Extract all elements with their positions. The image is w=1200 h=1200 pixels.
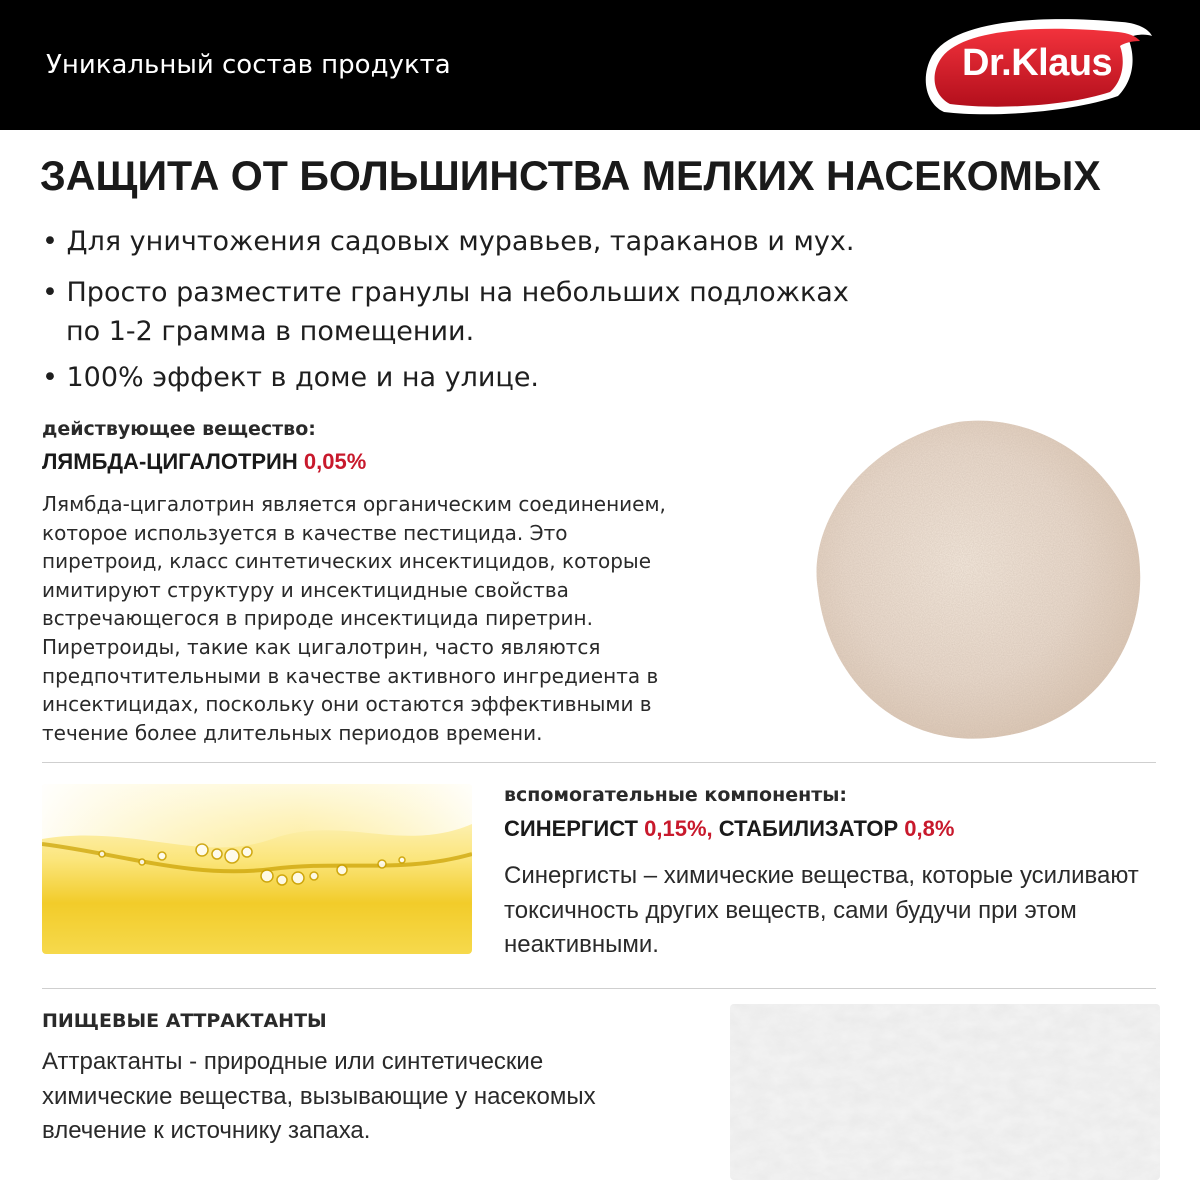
section-divider [42,988,1156,989]
active-substance-description [42,490,666,747]
description-line: токсичность других веществ, сами будучи при этом [504,896,1077,924]
logo-text: Dr.Klaus [962,42,1113,84]
main-title: ЗАЩИТА ОТ БОЛЬШИНСТВА МЕЛКИХ НАСЕКОМЫХ [40,152,1101,199]
header-bar [0,0,1200,130]
description-line: встречающегося в природе инсектицида пиретрин. [42,606,593,631]
bullet-item: • Для уничтожения садовых муравьев, тараканов и мух. [42,226,855,257]
auxiliary-label: вспомогательные компоненты: [504,784,848,806]
active-substance-name [42,449,366,475]
attractants-description [42,1045,596,1149]
description-line: влечение к источнику запаха. [42,1117,371,1144]
description-line: предпочтительными в качестве активного ингредиента в [42,663,659,688]
bullet-item: • Просто разместите гранулы на небольших подложках [42,277,849,308]
description-line: имитируют структуру и инсектицидные свойства [42,577,569,602]
description-line: Лямбда-цигалотрин является органическим соединением, [42,492,666,516]
bullet-item-continuation: по 1-2 грамма в помещении. [66,316,475,347]
description-line: инсектицидах, поскольку они остаются эффективными в [42,692,652,717]
auxiliary-description [504,859,1139,963]
description-line: Пиретроиды, такие как цигалотрин, часто являются [42,634,601,659]
description-line: пиретроид, класс синтетических инсектицидов, которые [42,549,652,574]
oil-image [42,784,472,954]
bullet-item: • 100% эффект в доме и на улице. [42,362,540,393]
description-line: неактивными. [504,931,659,958]
header-title: Уникальный состав продукта [46,50,451,80]
stabilizer-percent: 0,8% [904,816,955,841]
active-substance-label: действующее вещество: [42,418,316,440]
description-line: течение более длительных периодов времени. [42,720,543,745]
auxiliary-components [504,816,954,842]
description-line: Аттрактанты - природные или синтетические [42,1048,544,1075]
attractants-title: ПИЩЕВЫЕ АТТРАКТАНТЫ [42,1010,327,1032]
stabilizer-name: СТАБИЛИЗАТОР [718,816,899,841]
active-substance-percent: 0,05% [303,449,367,474]
description-line: химические вещества, вызывающие у насекомых [42,1082,596,1110]
description-line: Синергисты – химические вещества, которые усиливают [504,862,1139,889]
active-substance-title: ЛЯМБДА-ЦИГАЛОТРИН [42,449,298,474]
synergist-name: СИНЕРГИСТ [504,816,638,841]
flour-image [730,1004,1160,1180]
section-divider [42,762,1156,763]
powder-image [788,400,1158,750]
synergist-percent: 0,15%, [644,816,713,841]
description-line: которое используется в качестве пестицида. Это [42,520,568,545]
